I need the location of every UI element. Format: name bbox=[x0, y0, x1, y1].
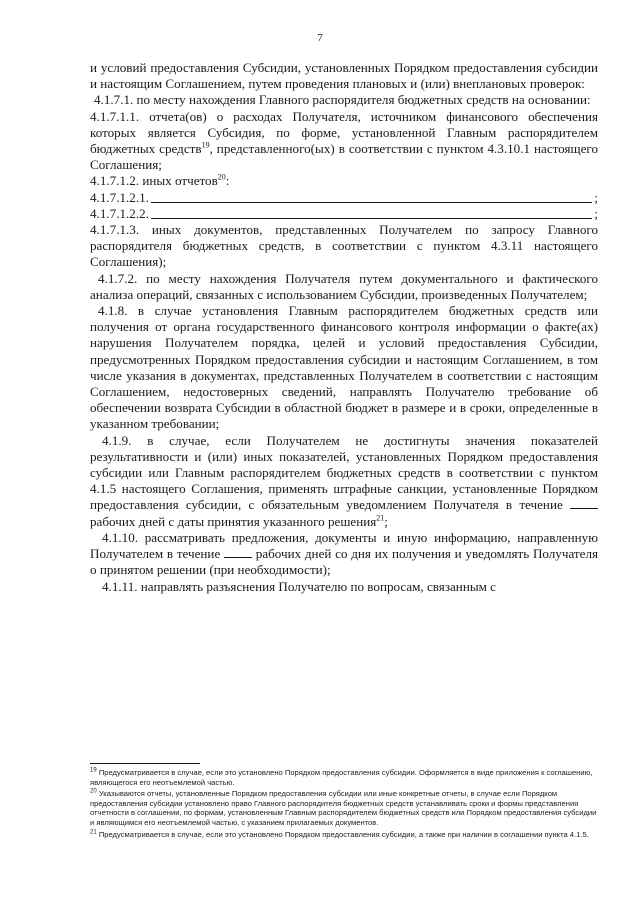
footnote-text: Указываются отчеты, установленные Порядком предоставления субсидии или иные конкретные отчеты, в случае если Порядком предоставления субсидии установлено право Главного распорядителя бюджетных средств устанавливать сроки и формы представления отчетности в соглашении, по формам, установленным Главным распорядителем бюджетных средств или Порядком предоставления субсидии и являющимся его неотъемлемой частью, с указанием прилагаемых документов. bbox=[90, 789, 597, 827]
footnote-ref-20: 20 bbox=[217, 173, 226, 183]
footnote-21 bbox=[90, 830, 598, 840]
paragraph-4-1-9-text: 4.1.9. в случае, если Получателем не достигнуты значения показателей результативности и (или) иных показателей, установленных Порядком предоставления субсидии или Главным распорядителем бюджетных средств в соответствии с пунктом 4.1.5 настоящего Соглашения, применять штрафные санкции, установленные Порядком предоставления субсидии, с обязательным уведомлением Получателя в течение bbox=[90, 432, 598, 513]
paragraph-4-1-9-tail: рабочих дней с даты принятия указанного решения bbox=[90, 513, 377, 529]
paragraph-4-1-7-1-1 bbox=[90, 109, 598, 174]
paragraph-verification-conditions: и условий предоставления Субсидии, установленных Порядком предоставления субсидии и настоящим Соглашением, путем проведения плановых и (или) внеплановых проверок: bbox=[90, 60, 598, 92]
paragraph-4-1-9-end: ; bbox=[384, 513, 388, 529]
paragraph-4-1-10 bbox=[90, 530, 598, 579]
fill-line-end: ; bbox=[594, 205, 598, 221]
footnote-separator bbox=[90, 763, 200, 764]
paragraph-4-1-7-1-1-text: 4.1.7.1.1. отчета(ов) о расходах Получателя, источником финансового обеспечения которых является Субсидия, по форме, установленной Главным распорядителем бюджетных средств bbox=[90, 108, 598, 157]
paragraph-4-1-8: 4.1.8. в случае установления Главным распорядителем бюджетных средств или получения от органа государственного финансового контроля информации о факте(ах) нарушения Получателем порядка, целей и условий предоставления Субсидии, предусмотренных Порядком предоставления субсидии и настоящим Соглашением, в том числе указания в документах, представленных Получателем в соответствии с настоящим Соглашением, недостоверных сведений, направлять Получателю требование об обеспечении возврата Субсидии в областной бюджет в размере и в сроки, определенные в указанном требовании; bbox=[90, 303, 598, 432]
paragraph-4-1-7-1-2-text: 4.1.7.1.2. иных отчетов bbox=[90, 173, 218, 189]
paragraph-4-1-7-1-3: 4.1.7.1.3. иных документов, представленных Получателем по запросу Главного распорядителя бюджетных средств, в соответствии с пунктом 4.3.11 настоящего Соглашения); bbox=[90, 222, 598, 270]
fill-line-4-1-7-1-2-2 bbox=[90, 206, 598, 222]
paragraph-4-1-7-1-2-tail: : bbox=[225, 173, 230, 189]
paragraph-4-1-7-1-2 bbox=[90, 173, 598, 189]
footnote-19 bbox=[90, 768, 598, 787]
paragraph-4-1-10-tail: рабочих дней со дня их получения и уведомлять Получателя о принятом решении (при необходимости); bbox=[90, 546, 599, 578]
footnotes bbox=[90, 768, 598, 841]
page-number: 7 bbox=[317, 32, 323, 44]
paragraph-4-1-7-1: 4.1.7.1. по месту нахождения Главного распорядителя бюджетных средств на основании: bbox=[94, 92, 591, 108]
fill-line-label: 4.1.7.1.2.1. bbox=[90, 189, 149, 205]
footnote-20 bbox=[90, 789, 598, 827]
footnote-ref-19: 19 bbox=[201, 140, 210, 150]
footnote-ref-21: 21 bbox=[376, 513, 385, 523]
fill-line-4-1-7-1-2-1 bbox=[90, 190, 598, 206]
footnote-number: 20 bbox=[90, 788, 97, 795]
footnote-number: 19 bbox=[90, 767, 97, 774]
fill-line-end: ; bbox=[594, 189, 598, 205]
blank-days bbox=[224, 556, 252, 558]
footnote-text: Предусматривается в случае, если это установлено Порядком предоставления субсидии, а также при наличии в соглашении пункта 4.1.5. bbox=[98, 829, 589, 839]
paragraph-4-1-7-2: 4.1.7.2. по месту нахождения Получателя путем документального и фактического анализа операций, связанных с использованием Субсидии, произведенных Получателем; bbox=[90, 270, 598, 302]
blank-line bbox=[151, 202, 592, 203]
paragraph-4-1-10-text: 4.1.10. рассматривать предложения, документы и иную информацию, направленную Получателем в течение bbox=[90, 529, 598, 562]
footnote-number: 21 bbox=[90, 829, 97, 836]
document-body bbox=[90, 60, 598, 595]
paragraph-4-1-7-1-1-tail: , представленного(ых) в соответствии с пунктом 4.3.10.1 настоящего Соглашения; bbox=[90, 141, 598, 173]
blank-line bbox=[151, 218, 592, 219]
paragraph-4-1-9 bbox=[90, 433, 598, 530]
paragraph-4-1-11: 4.1.11. направлять разъяснения Получателю по вопросам, связанным с bbox=[102, 578, 496, 594]
footnote-text: Предусматривается в случае, если это установлено Порядком предоставления субсидии. Оформляется в виде приложения к соглашению, являющегося его неотъемлемой частью. bbox=[90, 768, 593, 787]
fill-line-label: 4.1.7.1.2.2. bbox=[90, 205, 149, 221]
blank-days bbox=[570, 507, 598, 509]
